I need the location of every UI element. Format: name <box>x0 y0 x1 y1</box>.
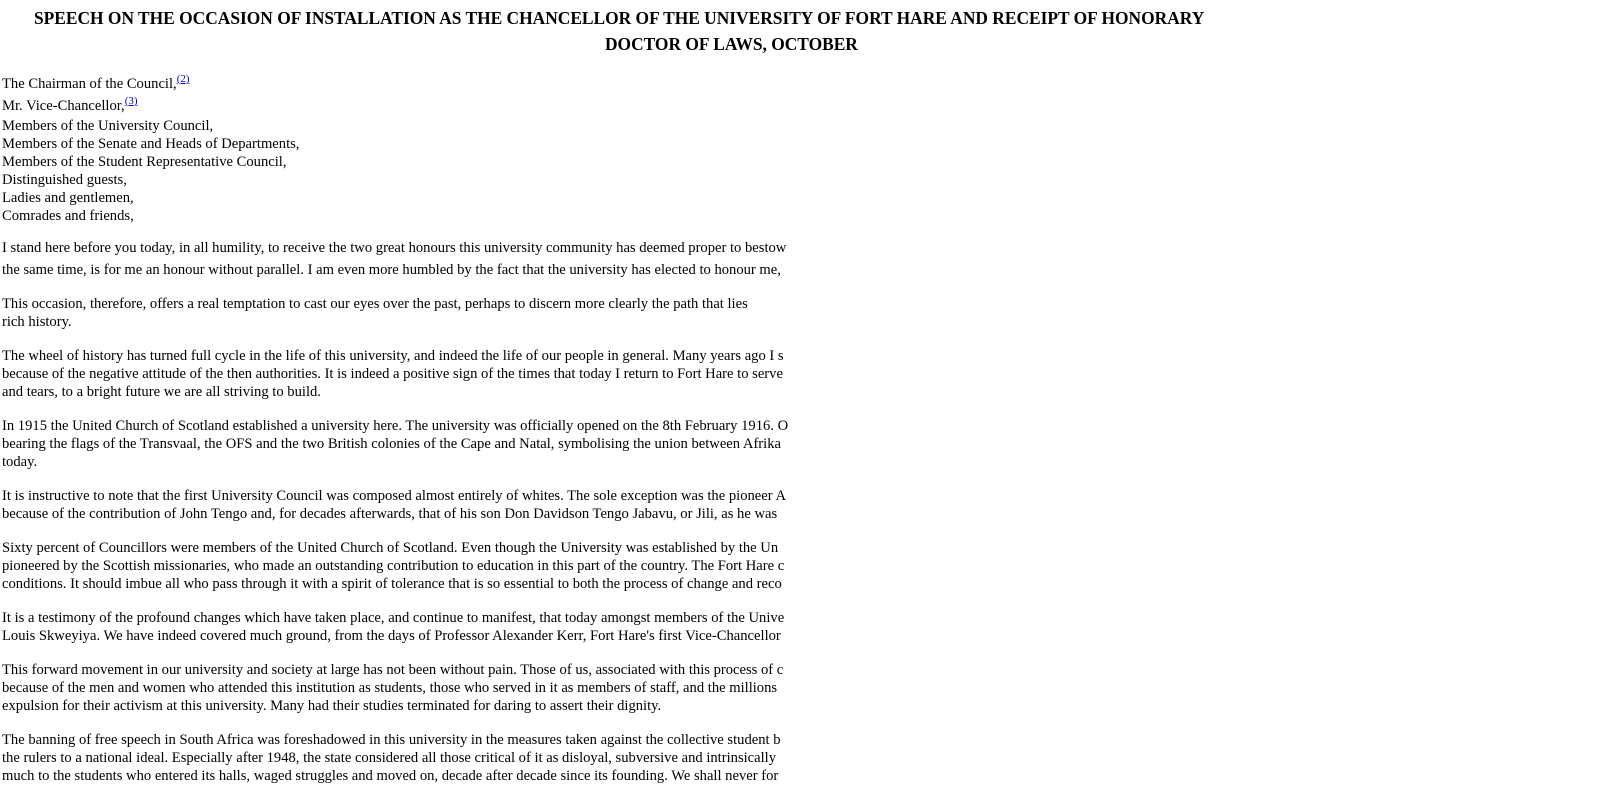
title-line-1: SPEECH ON THE OCCASION OF INSTALLATION AS THE CHANCELLOR OF THE UNIVERSITY OF FORT HARE AND RECEIPT OF HONORARY <box>34 8 1205 28</box>
paragraph-line: In 1915 the United Church of Scotland established a university here. The university was officially opened on the 8th February 1916. O <box>2 418 789 434</box>
paragraph-line: bearing the flags of the Transvaal, the OFS and the two British colonies of the Cape and Natal, symbolising the union between Afrika <box>2 436 781 452</box>
paragraph-line: much to the students who entered its halls, waged struggles and moved on, decade after decade since its founding. We shall never for <box>2 768 779 784</box>
greeting-chairman <box>2 75 299 97</box>
paragraph-line: pioneered by the Scottish missionaries, who made an outstanding contribution to education in this part of the country. The Fort Hare c <box>2 558 785 574</box>
paragraph-honours <box>2 239 1502 283</box>
paragraph-free-speech <box>2 731 1502 785</box>
paragraph-line: the same time, is for me an honour without parallel. I am even more humbled by the fact that the university has elected to honour me, <box>2 262 781 278</box>
paragraph-line: the rulers to a national ideal. Especially after 1948, the state considered all those critical of it as disloyal, subversive and intrinsically <box>2 750 777 766</box>
greeting-line: Ladies and gentlemen, <box>2 190 134 206</box>
greeting-chairman-text: The Chairman of the Council, <box>2 76 177 92</box>
title-line-2: DOCTOR OF LAWS, OCTOBER <box>605 34 858 54</box>
paragraph-line: rich history. <box>2 314 72 330</box>
paragraph-forward-movement <box>2 661 1502 715</box>
greeting-line: Members of the Senate and Heads of Departments, <box>2 136 300 152</box>
paragraph-line: and tears, to a bright future we are all striving to build. <box>2 384 321 400</box>
paragraph-line: because of the negative attitude of the then authorities. It is indeed a positive sign of the times that today I return to Fort Hare to serve <box>2 366 783 382</box>
footnote-link-2[interactable]: (2) <box>176 73 190 85</box>
paragraph-councillors <box>2 539 1502 593</box>
paragraph-line: conditions. It should imbue all who pass through it with a spirit of tolerance that is so essential to both the process of change and reco <box>2 576 782 592</box>
greeting-line: Comrades and friends, <box>2 208 134 224</box>
paragraph-line: because of the contribution of John Tengo and, for decades afterwards, that of his son Don Davidson Tengo Jabavu, or Jili, as he was <box>2 506 778 522</box>
paragraph-line: today. <box>2 454 38 470</box>
paragraph-line: expulsion for their activism at this university. Many had their studies terminated for daring to assert their dignity. <box>2 698 662 714</box>
paragraph-line: This occasion, therefore, offers a real temptation to cast our eyes over the past, perhaps to discern more clearly the path that lies <box>2 296 748 312</box>
paragraph-line: It is instructive to note that the first University Council was composed almost entirely of whites. The sole exception was the pioneer A <box>2 488 786 504</box>
paragraph-line: Louis Skweyiya. We have indeed covered much ground, from the days of Professor Alexander Kerr, Fort Hare's first Vice-Chancellor <box>2 628 781 644</box>
paragraph-line: The banning of free speech in South Africa was foreshadowed in this university in the measures taken against the collective student b <box>2 732 781 748</box>
greeting-line: Distinguished guests, <box>2 172 127 188</box>
paragraph-line: I stand here before you today, in all humility, to receive the two great honours this university community has deemed proper to bestow <box>2 240 787 256</box>
greeting-vc-text: Mr. Vice-Chancellor, <box>2 98 125 114</box>
paragraph-line: because of the men and women who attended this institution as students, those who served in it as members of staff, and the millions <box>2 680 778 696</box>
paragraph-profound-changes <box>2 609 1502 645</box>
paragraph-occasion <box>2 295 1502 331</box>
greeting-line: Members of the Student Representative Council, <box>2 154 287 170</box>
paragraph-founding <box>2 417 1502 471</box>
paragraph-wheel-of-history <box>2 347 1502 401</box>
paragraph-line: The wheel of history has turned full cycle in the life of this university, and indeed the life of our people in general. Many years ago I s <box>2 348 784 364</box>
paragraph-line: This forward movement in our university and society at large has not been without pain. Those of us, associated with this process of c <box>2 662 784 678</box>
paragraph-first-council <box>2 487 1502 523</box>
paragraph-line: It is a testimony of the profound changes which have taken place, and continue to manifest, that today amongst members of the Unive <box>2 610 785 626</box>
greeting-line: Members of the University Council, <box>2 118 214 134</box>
greeting-block <box>2 75 299 225</box>
footnote-link-3[interactable]: (3) <box>124 95 138 107</box>
greeting-vice-chancellor <box>2 97 299 117</box>
paragraph-line: Sixty percent of Councillors were members of the United Church of Scotland. Even though the University was established by the Un <box>2 540 779 556</box>
